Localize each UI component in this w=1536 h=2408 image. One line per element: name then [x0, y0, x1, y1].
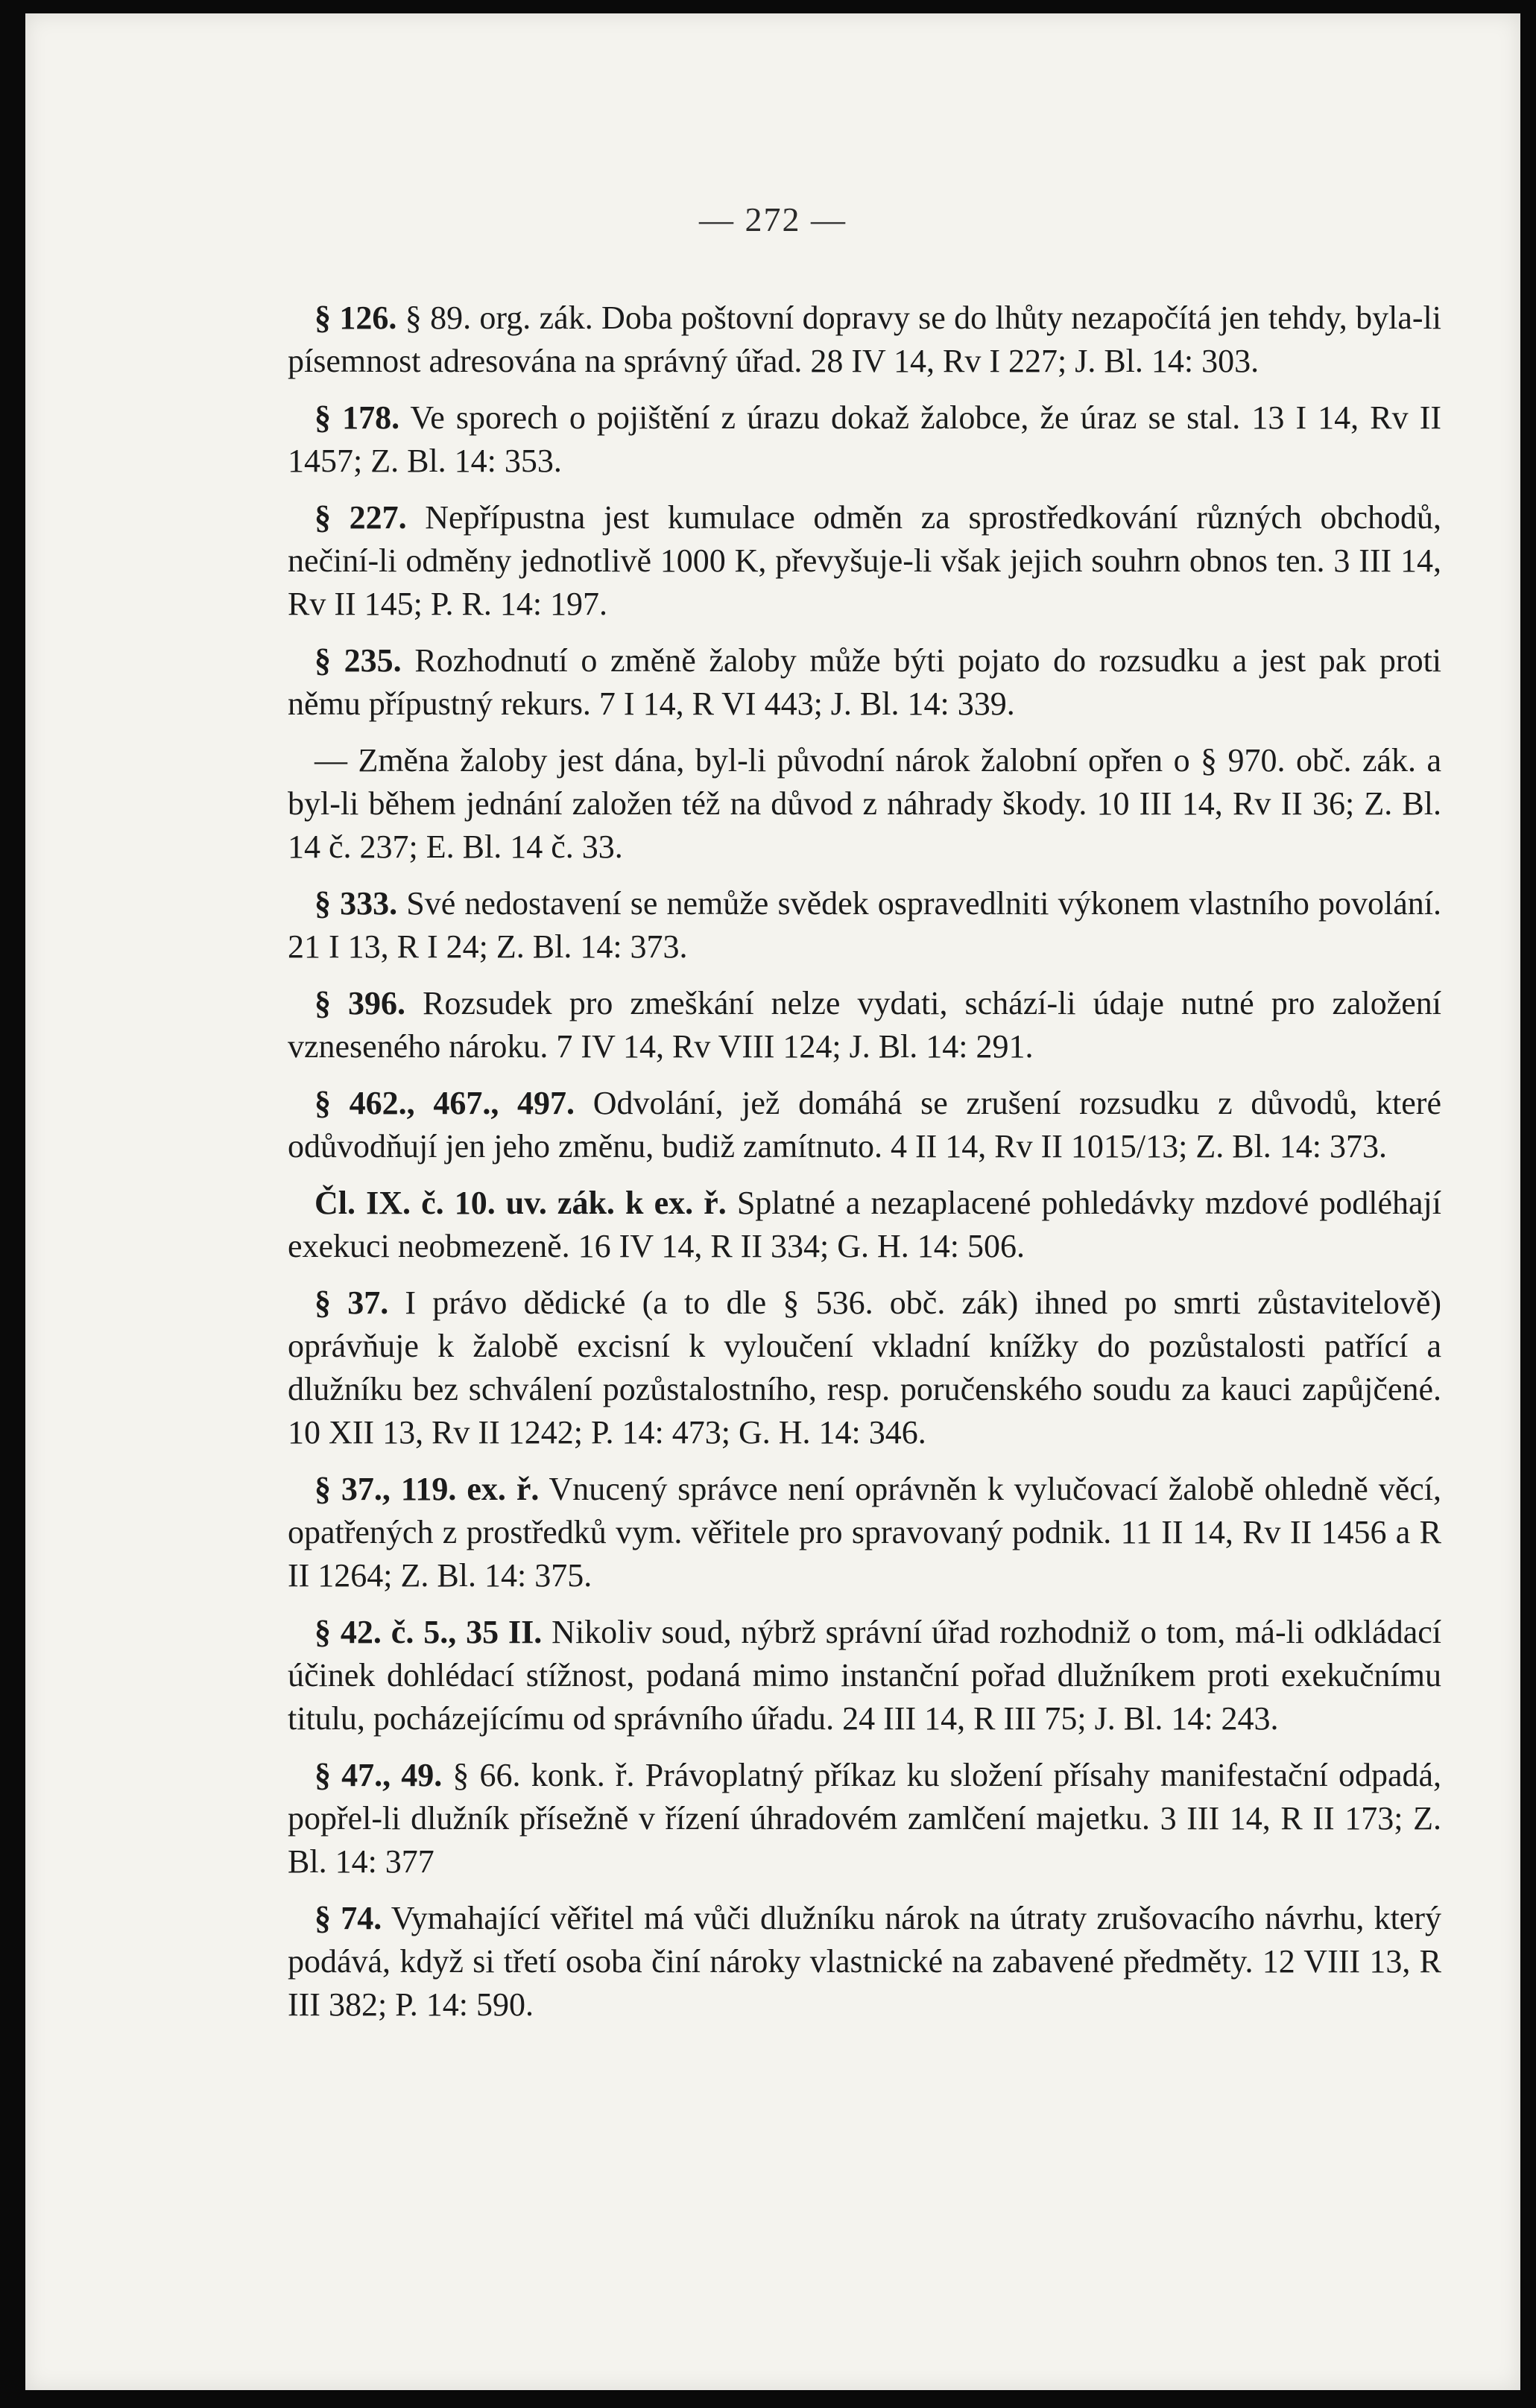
entry-text: Nikoliv soud, nýbrž správní úřad rozhodniž o tom, má-li odkládací účinek dohlédací stížnost, podaná mimo instanční pořad dlužníkem proti exekučnímu titulu, pocházejícímu od správního úřadu. 24 III 14, R III 75; J. Bl. 14: 243. [288, 1614, 1441, 1737]
entry [288, 1468, 1441, 1597]
entry-ref: Čl. IX. č. 10. uv. zák. k ex. ř. [315, 1185, 727, 1221]
entry-text: Vnucený správce není oprávněn k vylučovací žalobě ohledně věcí, opatřených z prostředků vym. věřitele pro spravovaný podnik. 11 II 14, Rv II 1456 a R II 1264; Z. Bl. 14: 375. [288, 1471, 1441, 1594]
entry-ref: § 37. [315, 1284, 389, 1321]
book-page [25, 13, 1520, 2390]
entry-ref: § 333. [315, 885, 398, 922]
entry [288, 396, 1441, 483]
entry [288, 1897, 1441, 2027]
entry-ref: § 126. [315, 300, 397, 336]
entry-text: Splatné a nezaplacené pohledávky mzdové podléhají exekuci neobmezeně. 16 IV 14, R II 334; G. H. 14: 506. [288, 1185, 1441, 1264]
entry [288, 639, 1441, 726]
entry-text: — Změna žaloby jest dána, byl-li původní nárok žalobní opřen o § 970. obč. zák. a byl-li během jednání založen též na důvod z náhrady škody. 10 III 14, Rv II 36; Z. Bl. 14 č. 237; E. Bl. 14 č. 33. [288, 742, 1441, 865]
entry [288, 882, 1441, 969]
entry-ref: § 462., 467., 497. [315, 1085, 575, 1121]
entry-ref: § 235. [315, 642, 402, 679]
entry-text: Odvolání, jež domáhá se zrušení rozsudku z důvodů, které odůvodňují jen jeho změnu, budiž zamítnuto. 4 II 14, Rv II 1015/13; Z. Bl. 14: 373. [288, 1085, 1441, 1165]
entry-ref: § 396. [315, 985, 406, 1021]
entry [288, 1281, 1441, 1454]
entry-text: Vymahající věřitel má vůči dlužníku nárok na útraty zrušovacího návrhu, který podává, když si třetí osoba činí nároky vlastnické na zabavené předměty. 12 VIII 13, R III 382; P. 14: 590. [288, 1900, 1441, 2023]
entry-ref: § 74. [315, 1900, 382, 1936]
entry [288, 1611, 1441, 1740]
entry-ref: § 47., 49. [315, 1757, 443, 1793]
entry [288, 982, 1441, 1068]
page-body [288, 297, 1441, 2040]
entry-ref: § 37., 119. ex. ř. [315, 1471, 540, 1507]
entry [288, 1754, 1441, 1883]
entry-text: I právo dědické (a to dle § 536. obč. zák) ihned po smrti zůstavitelově) oprávňuje k žalobě excisní k vyloučení vkladní knížky do pozůstalosti patřící a dlužníku bez schválení pozůstalostního, resp. poručenského soudu za kauci zapůjčené. 10 XII 13, Rv II 1242; P. 14: 473; G. H. 14: 346. [288, 1284, 1442, 1451]
entry-text: § 89. org. zák. Doba poštovní dopravy se do lhůty nezapočítá jen tehdy, byla-li písemnost adresována na správný úřad. 28 IV 14, Rv I 227; J. Bl. 14: 303. [288, 300, 1442, 379]
entry [288, 739, 1441, 869]
entry [288, 1182, 1441, 1268]
entry [288, 1082, 1441, 1168]
entry-text: Rozsudek pro zmeškání nelze vydati, schází-li údaje nutné pro založení vzneseného nároku. 7 IV 14, Rv VIII 124; J. Bl. 14: 291. [288, 985, 1442, 1065]
page-number: — 272 — [699, 200, 847, 238]
entry-text: Své nedostavení se nemůže svědek ospravedlniti výkonem vlastního povolání. 21 I 13, R I 24; Z. Bl. 14: 373. [288, 885, 1441, 965]
entry [288, 297, 1441, 383]
entry-text: Ve sporech o pojištění z úrazu dokaž žalobce, že úraz se stal. 13 I 14, Rv II 1457; Z. Bl. 14: 353. [288, 399, 1442, 479]
entry-ref: § 42. č. 5., 35 II. [315, 1614, 543, 1650]
entry-text: Nepřípustna jest kumulace odměn za sprostředkování různých obchodů, nečiní-li odměny jednotlivě 1000 K, převyšuje-li však jejich souhrn obnos ten. 3 III 14, Rv II 145; P. R. 14: 197. [288, 499, 1442, 622]
entry-text: Rozhodnutí o změně žaloby může býti pojato do rozsudku a jest pak proti němu přípustný rekurs. 7 I 14, R VI 443; J. Bl. 14: 339. [288, 642, 1442, 722]
entry [288, 496, 1441, 626]
entry-text: § 66. konk. ř. Právoplatný příkaz ku složení přísahy manifestační odpadá, popřel-li dlužník přísežně v řízení úhradovém zamlčení majetku. 3 III 14, R II 173; Z. Bl. 14: 377 [288, 1757, 1442, 1880]
entry-ref: § 227. [315, 499, 407, 536]
entry-ref: § 178. [315, 399, 400, 436]
